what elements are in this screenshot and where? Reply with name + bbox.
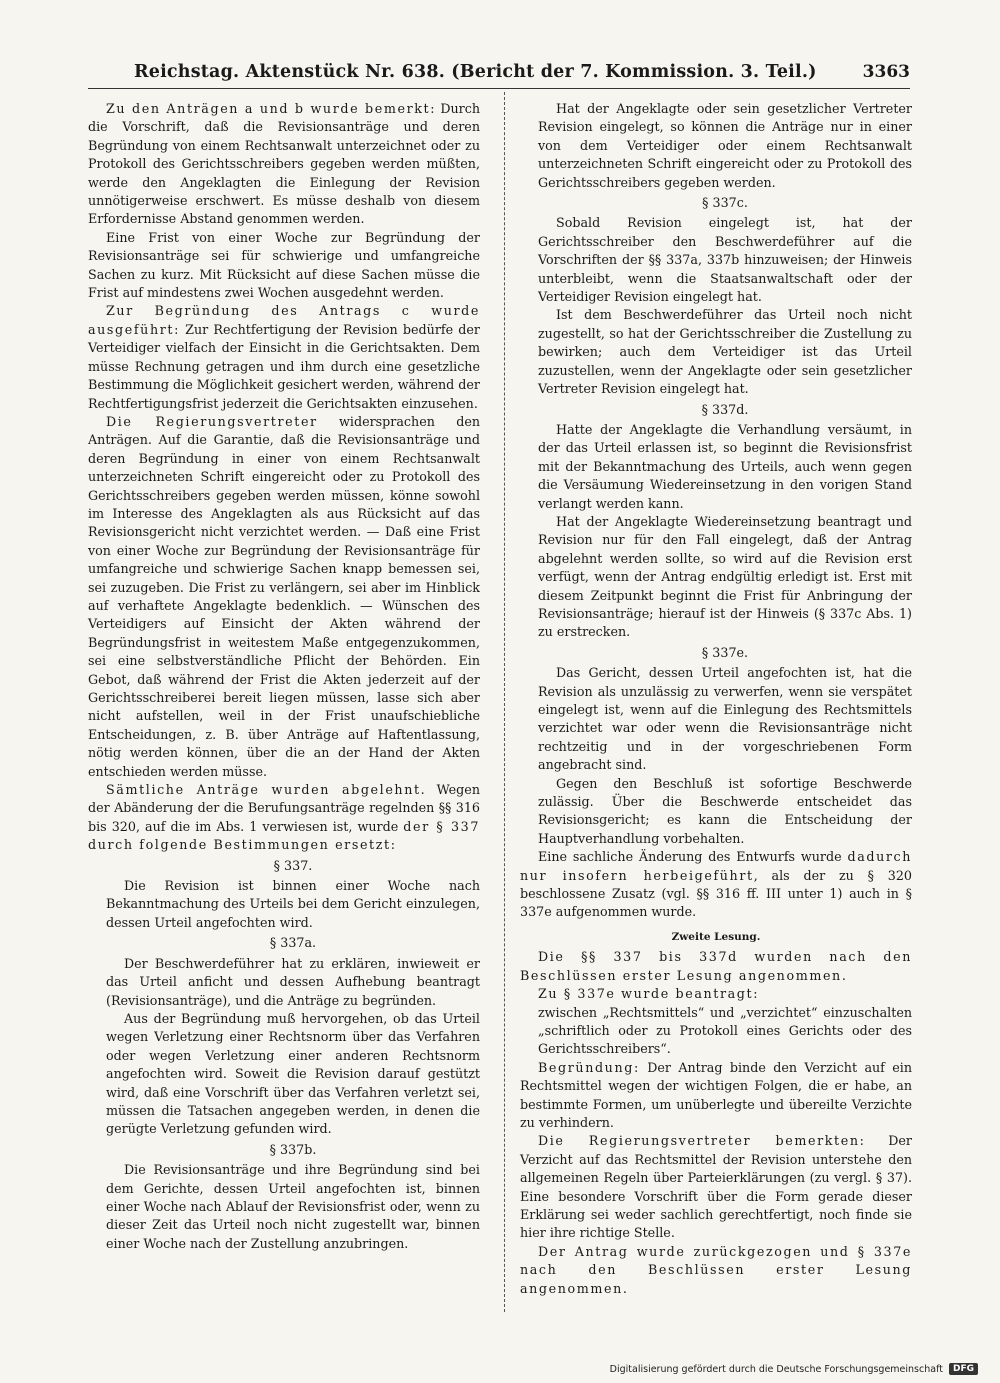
paragraph: Zu § 337e wurde beantragt: (538, 986, 760, 1002)
paragraph: Sobald Revision eingelegt ist, hat der Gerichtsschreiber den Beschwerdeführer auf die Vorschriften der §§ 337a, 337b hinzuweisen; der Hinweis unterbleibt, wenn die Staatsanwaltschaft oder der Verteidiger Revision eingelegt hat. (538, 215, 912, 305)
section-heading: § 337c. (702, 195, 748, 211)
page-number: 3363 (862, 62, 910, 82)
paragraph: Das Gericht, dessen Urteil angefochten ist, hat die Revision als unzulässig zu verwerfen, wenn sie verspätet eingelegt ist, wenn auf die Einlegung des Rechtsmittels verzichtet war oder wenn die Revisionsanträge nicht rechtzeitig und in der vorgeschriebenen Form angebracht sind. (538, 665, 912, 773)
paragraph: Zu den Anträgen a und b wurde bemerkt: Durch die Vorschrift, daß die Revisionsanträge und deren Begründung von einem Rechtsanwalt unterzeichnet oder zu Protokoll des Gerichtsschreibers gegeben werden müßten, werde den Angeklagten die Einlegung der Revision unnötigerweise erschwert. Es müsse deshalb von diesem Erfordernisse Abstand genommen werden. (88, 101, 481, 227)
left-column (88, 100, 480, 1253)
paragraph: Sämtliche Anträge wurden abgelehnt. Wegen der Abänderung der die Berufungsanträge regelnden §§ 316 bis 320, auf die im Abs. 1 verwiesen ist, wurde der § 337 durch folgende Bestimmungen ersetzt: (88, 782, 480, 853)
running-title: Reichstag. Aktenstück Nr. 638. (Bericht der 7. Kommission. 3. Teil.) (134, 62, 817, 82)
paragraph: Gegen den Beschluß ist sofortige Beschwerde zulässig. Über die Beschwerde entscheidet das Revisionsgericht; es kann die Entscheidung der Hauptverhandlung vorbehalten. (538, 775, 912, 846)
paragraph: Eine sachliche Änderung des Entwurfs wurde dadurch nur insofern herbeigeführt, als der zu § 320 beschlossene Zusatz (vgl. §§ 316 ff. III unter 1) auch in § 337e aufgenommen wurde. (520, 849, 912, 920)
credit-text: Digitalisierung gefördert durch die Deutsche Forschungsgemeinschaft (609, 1363, 943, 1375)
section-heading: § 337d. (701, 401, 749, 417)
subheading-second-reading: Zweite Lesung. (671, 930, 761, 943)
paragraph: Die Regierungsvertreter bemerkten: Der Verzicht auf das Rechtsmittel der Revision unterstehe den allgemeinen Regeln über Parteierklärungen (zu vergl. § 37). Eine besondere Vorschrift über die Form gerade dieser Erklärung sei weder sachlich gerechtfertigt, noch finde sie hier ihre richtige Stelle. (520, 1133, 912, 1241)
paragraph: Hat der Angeklagte oder sein gesetzlicher Vertreter Revision eingelegt, so können die Anträge nur in einer von dem Verteidiger oder einem Rechtsanwalt unterzeichneten Schrift eingereicht oder zu Protokoll des Gerichtsschreibers gegeben werden. (538, 101, 912, 190)
paragraph: Die Revision ist binnen einer Woche nach Bekanntmachung des Urteils bei dem Gericht einzulegen, dessen Urteil angefochten wird. (106, 878, 480, 930)
digitization-credit (610, 1363, 978, 1375)
quoted-motion: zwischen „Rechtsmittels“ und „verzichtet“ einzuschalten „schriftlich oder zu Protokoll eines Gerichts oder des Gerichtsschreibers“. (538, 1004, 912, 1057)
section-heading: § 337b. (269, 1141, 317, 1157)
paragraph: Die Regierungsvertreter widersprachen den Anträgen. Auf die Garantie, daß die Revisionsanträge und deren Begründung in einer von einem Rechtsanwalt unterzeichneten Schrift eingereicht oder zu Protokoll des Gerichtsschreibers gegeben werden müssen, könne sowohl im Interesse des Angeklagten als aus Rücksicht auf das Revisionsgericht nicht verzichtet werden. — Daß eine Frist von einer Woche zur Begründung der Revisionsanträge für umfangreiche und schwierige Sachen knapp bemessen sei, sei zuzugeben. Die Frist zu verlängern, sei aber im Hinblick auf verhaftete Angeklagte bedenklich. — Wünschen des Verteidigers auf Einsicht der Akten während der Begründungsfrist in weitestem Maße entgegenzukommen, sei eine selbstverständliche Pflicht der Behörden. Ein Gebot, daß während der Frist die Akten jederzeit auf der Gerichtsschreiberei bereit liegen müssen, lasse sich aber nicht aufstellen, weil in der Frist unaufschiebliche Entscheidungen, z. B. über Anträge auf Haftentlassung, nötig werden können, über die an der Hand der Akten entschieden werden müsse. (88, 413, 480, 779)
column-divider (504, 92, 505, 1312)
statute-block (520, 100, 912, 848)
right-column (520, 100, 912, 1298)
paragraph: Hatte der Angeklagte die Verhandlung versäumt, in der das Urteil erlassen ist, so beginnt die Revisionsfrist mit der Bekanntmachung des Urteils, auch wenn gegen die Versäumung Wiedereinsetzung in den vorigen Stand verlangt werden kann. (538, 421, 912, 511)
paragraph: Der Antrag wurde zurückgezogen und § 337e nach den Beschlüssen erster Lesung angenommen. (520, 1243, 912, 1296)
paragraph: Zur Begründung des Antrags c wurde ausgeführt: Zur Rechtfertigung der Revision bedürfe der Verteidiger vielfach der Einsicht in die Gerichtsakten. Dem müsse Rechnung getragen und ihm durch eine gesetzliche Bestimmung die Möglichkeit gesichert werden, während der Rechtfertigungsfrist jederzeit die Gerichtsakten einzusehen. (88, 303, 480, 411)
page-header (88, 62, 910, 89)
paragraph: Hat der Angeklagte Wiedereinsetzung beantragt und Revision nur für den Fall eingelegt, daß der Antrag abgelehnt werden sollte, so wird auf die Revision erst verfügt, wenn der Antrag endgültig erledigt ist. Erst mit diesem Zeitpunkt beginnt die Frist für Anbringung der Revisionsanträge; hierauf ist der Hinweis (§ 337c Abs. 1) zu erstrecken. (538, 513, 912, 640)
paragraph: Begründung: Der Antrag binde den Verzicht auf ein Rechtsmittel wegen der wichtigen Folgen, die er habe, an bestimmte Formen, um unüberlegte und übereilte Verzichte zu verhindern. (520, 1059, 912, 1130)
section-heading: § 337e. (701, 644, 749, 660)
paragraph: Ist dem Beschwerdeführer das Urteil noch nicht zugestellt, so hat der Gerichtsschreiber die Zustellung zu bewirken; auch dem Verteidiger ist das Urteil zuzustellen, wenn der Angeklagte oder sein gesetzlicher Vertreter Revision eingelegt hat. (538, 307, 912, 397)
dfg-logo-icon: DFG (949, 1363, 978, 1375)
paragraph: Eine Frist von einer Woche zur Begründung der Revisionsanträge sei für schwierige und umfangreiche Sachen zu kurz. Mit Rücksicht auf diese Sachen müsse die Frist auf mindestens zwei Wochen ausgedehnt werden. (88, 229, 480, 301)
paragraph: Die Revisionsanträge und ihre Begründung sind bei dem Gerichte, dessen Urteil angefochten ist, binnen einer Woche nach Ablauf der Revisionsfrist oder, wenn zu dieser Zeit das Urteil noch nicht zugestellt war, binnen einer Woche nach der Zustellung anzubringen. (106, 1162, 480, 1251)
section-heading: § 337. (273, 857, 313, 873)
paragraph: Aus der Begründung muß hervorgehen, ob das Urteil wegen Verletzung einer Rechtsnorm über das Verfahren oder wegen Verletzung einer anderen Rechtsnorm angefochten wird. Soweit die Revision darauf gestützt wird, daß eine Vorschrift über das Verfahren verletzt sei, müssen die Tatsachen angegeben werden, in denen die gerügte Verletzung gefunden wird. (106, 1010, 480, 1137)
paragraph: Die §§ 337 bis 337d wurden nach den Beschlüssen erster Lesung angenommen. (520, 949, 912, 983)
paragraph: Der Beschwerdeführer hat zu erklären, inwieweit er das Urteil anficht und dessen Aufhebung beantragt (Revisionsanträge), und die Anträge zu begründen. (106, 955, 480, 1008)
statute-block (88, 857, 480, 1254)
section-heading: § 337a. (269, 935, 317, 951)
